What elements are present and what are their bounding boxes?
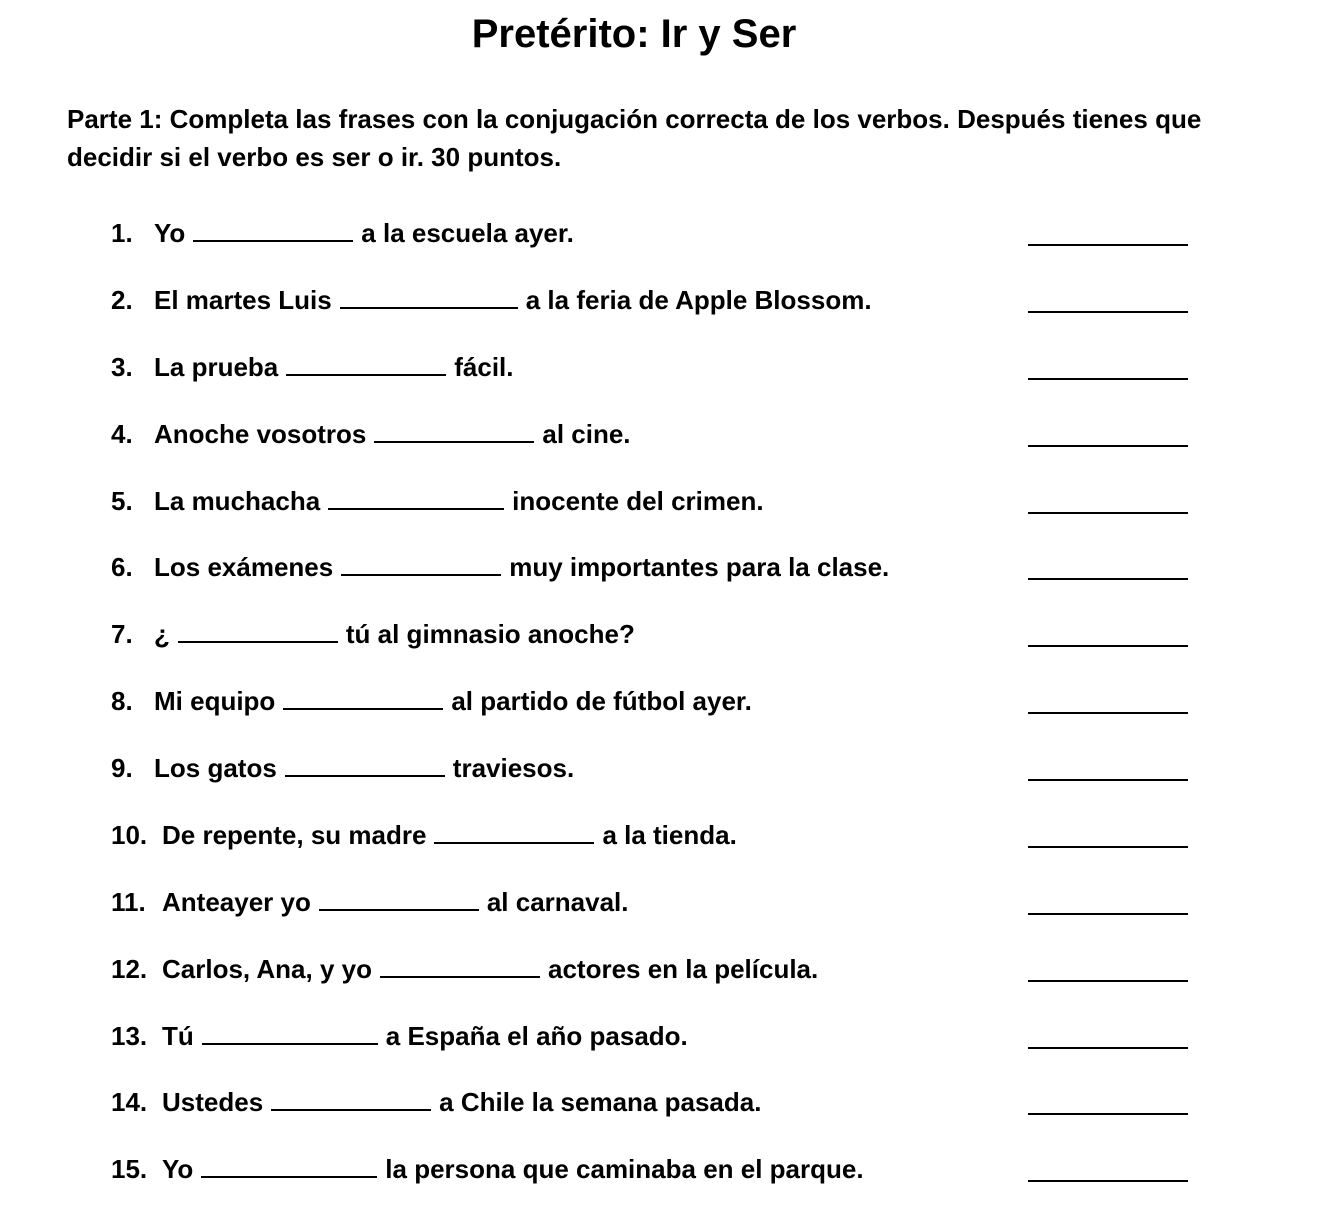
verb-answer-blank[interactable] <box>1028 279 1188 313</box>
exercise-item-15 <box>111 1148 1201 1188</box>
sentence-end: actores en la película. <box>548 954 819 984</box>
sentence-start: La muchacha <box>154 486 321 516</box>
conjugation-blank[interactable] <box>319 881 479 911</box>
sentence-end: tú al gimnasio anoche? <box>345 619 635 649</box>
verb-answer-blank[interactable] <box>1028 881 1188 915</box>
exercise-item-4 <box>111 413 1201 453</box>
item-number: 13. <box>111 1021 148 1051</box>
exercise-item-3 <box>111 346 1201 386</box>
verb-answer-blank[interactable] <box>1028 948 1188 982</box>
sentence-start: Anteayer yo <box>162 887 311 917</box>
verb-answer-blank[interactable] <box>1028 546 1188 580</box>
conjugation-blank[interactable] <box>374 413 534 443</box>
sentence-end: fácil. <box>454 352 514 382</box>
page-title: Pretérito: Ir y Ser <box>471 12 797 56</box>
conjugation-blank[interactable] <box>178 613 338 643</box>
sentence-start: Ustedes <box>162 1087 264 1117</box>
item-number: 4. <box>111 419 133 449</box>
item-number: 11. <box>111 887 146 917</box>
item-number: 6. <box>111 552 133 582</box>
sentence-end: la persona que caminaba en el parque. <box>385 1154 864 1184</box>
exercise-item-12 <box>111 948 1201 988</box>
item-number: 10. <box>111 820 148 850</box>
verb-answer-blank[interactable] <box>1028 413 1188 447</box>
exercise-item-6 <box>111 546 1201 586</box>
exercise-item-5 <box>111 480 1201 520</box>
item-number: 9. <box>111 753 133 783</box>
conjugation-blank[interactable] <box>193 212 353 242</box>
verb-answer-blank[interactable] <box>1028 1081 1188 1115</box>
item-number: 7. <box>111 619 133 649</box>
sentence-start: Yo <box>154 218 186 248</box>
verb-answer-blank[interactable] <box>1028 480 1188 514</box>
sentence-end: muy importantes para la clase. <box>509 552 890 582</box>
exercise-item-11 <box>111 881 1201 921</box>
verb-answer-blank[interactable] <box>1028 747 1188 781</box>
exercise-item-9 <box>111 747 1201 787</box>
sentence-end: a la feria de Apple Blossom. <box>525 285 872 315</box>
conjugation-blank[interactable] <box>271 1081 431 1111</box>
sentence-start: De repente, su madre <box>162 820 427 850</box>
exercise-item-8 <box>111 680 1201 720</box>
conjugation-blank[interactable] <box>285 747 445 777</box>
item-number: 14. <box>111 1087 148 1117</box>
verb-answer-blank[interactable] <box>1028 346 1188 380</box>
conjugation-blank[interactable] <box>202 1015 378 1045</box>
sentence-start: Carlos, Ana, y yo <box>162 954 372 984</box>
instructions: Parte 1: Completa las frases con la conjugación correcta de los verbos. Después tienes que decidir si el verbo es ser o ir. 30 puntos. <box>67 104 1202 172</box>
sentence-start: Los exámenes <box>154 552 334 582</box>
sentence-end: a la tienda. <box>602 820 737 850</box>
sentence-end: traviesos. <box>452 753 575 783</box>
verb-answer-blank[interactable] <box>1028 1148 1188 1182</box>
item-number: 3. <box>111 352 133 382</box>
exercise-item-1 <box>111 212 1201 252</box>
sentence-end: inocente del crimen. <box>512 486 764 516</box>
sentence-end: a Chile la semana pasada. <box>439 1087 762 1117</box>
conjugation-blank[interactable] <box>286 346 446 376</box>
sentence-end: a la escuela ayer. <box>361 218 574 248</box>
sentence-end: al cine. <box>542 419 631 449</box>
conjugation-blank[interactable] <box>380 948 540 978</box>
exercise-item-10 <box>111 814 1201 854</box>
sentence-start: El martes Luis <box>154 285 332 315</box>
exercise-item-14 <box>111 1081 1201 1121</box>
item-number: 12. <box>111 954 148 984</box>
conjugation-blank[interactable] <box>341 546 501 576</box>
item-number: 2. <box>111 285 133 315</box>
item-number: 1. <box>111 218 133 248</box>
sentence-start: La prueba <box>154 352 279 382</box>
sentence-end: a España el año pasado. <box>385 1021 688 1051</box>
sentence-end: al partido de fútbol ayer. <box>451 686 752 716</box>
sentence-start: Tú <box>162 1021 194 1051</box>
conjugation-blank[interactable] <box>328 480 504 510</box>
verb-answer-blank[interactable] <box>1028 613 1188 647</box>
sentence-start: Los gatos <box>154 753 277 783</box>
verb-answer-blank[interactable] <box>1028 212 1188 246</box>
item-number: 8. <box>111 686 133 716</box>
sentence-end: al carnaval. <box>486 887 629 917</box>
sentence-start: Mi equipo <box>154 686 276 716</box>
sentence-start: Anoche vosotros <box>154 419 367 449</box>
exercise-item-13 <box>111 1015 1201 1055</box>
exercise-item-7 <box>111 613 1201 653</box>
conjugation-blank[interactable] <box>340 279 518 309</box>
verb-answer-blank[interactable] <box>1028 814 1188 848</box>
verb-answer-blank[interactable] <box>1028 1015 1188 1049</box>
item-number: 5. <box>111 486 133 516</box>
conjugation-blank[interactable] <box>434 814 594 844</box>
verb-answer-blank[interactable] <box>1028 680 1188 714</box>
conjugation-blank[interactable] <box>283 680 443 710</box>
conjugation-blank[interactable] <box>201 1148 377 1178</box>
sentence-start: ¿ <box>154 619 170 649</box>
exercise-item-2 <box>111 279 1201 319</box>
item-number: 15. <box>111 1154 148 1184</box>
sentence-start: Yo <box>162 1154 194 1184</box>
